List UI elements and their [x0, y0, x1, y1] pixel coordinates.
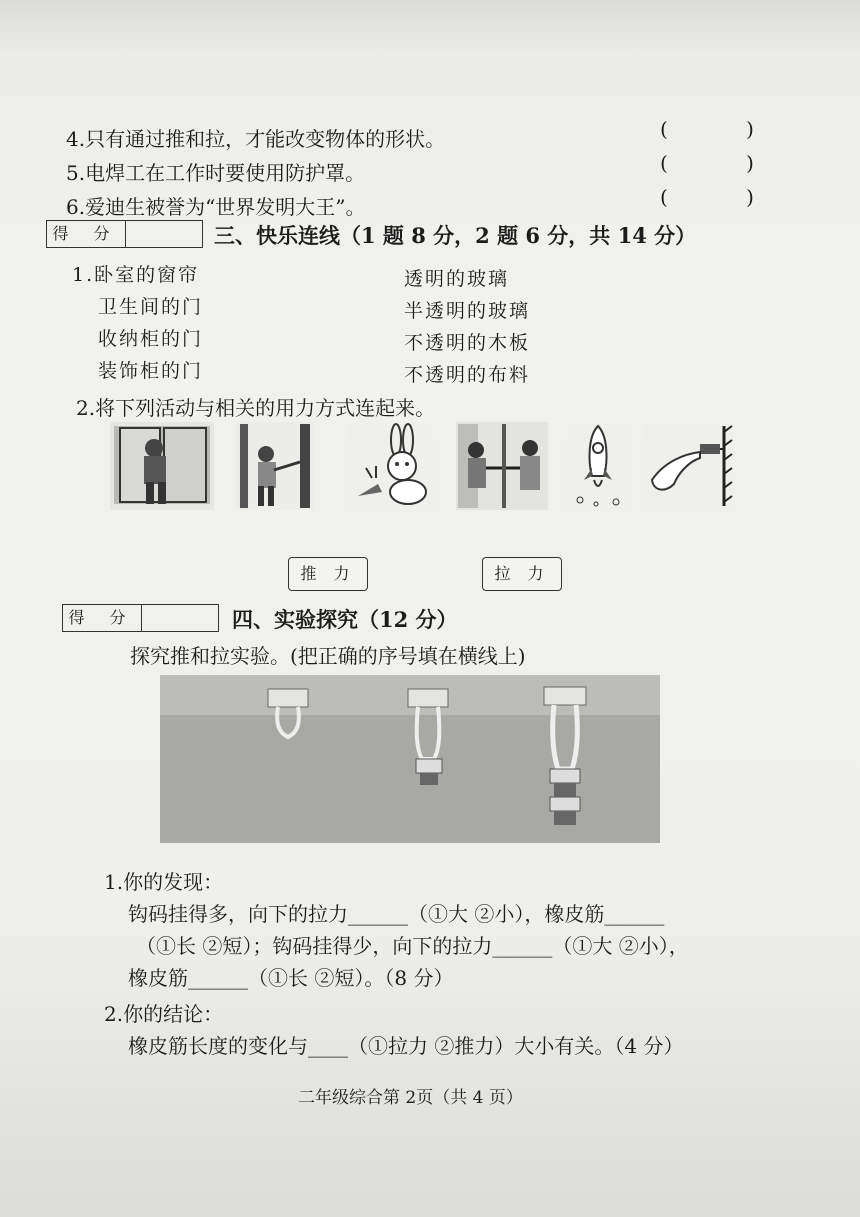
judgment-answer-paren-4: ( ) — [660, 117, 790, 141]
experiment-photo-rubber-band — [160, 675, 660, 843]
conclusion-label: 2.你的结论： — [104, 1002, 224, 1026]
score-blank[interactable] — [142, 605, 218, 631]
match-right-1[interactable]: 透明的玻璃 — [404, 268, 510, 290]
match-left-4[interactable]: 装饰柜的门 — [98, 360, 204, 382]
judgment-item-5: 5.电焊工在工作时要使用防护罩。 — [66, 161, 366, 185]
match-left-2[interactable]: 卫生间的门 — [98, 296, 204, 318]
activity-pic-rocket[interactable] — [566, 422, 630, 510]
score-blank[interactable] — [126, 221, 202, 247]
finding-line-3[interactable]: 橡皮筋______（①长 ②短）。（8 分） — [128, 966, 454, 990]
match-left-1[interactable]: 1.卧室的窗帘 — [72, 264, 200, 286]
match-right-2[interactable]: 半透明的玻璃 — [404, 300, 531, 322]
judgment-answer-paren-6: ( ) — [660, 185, 790, 209]
judgment-item-4: 4.只有通过推和拉，才能改变物体的形状。 — [66, 127, 446, 151]
experiment-intro: 探究推和拉实验。(把正确的序号填在横线上) — [130, 644, 526, 668]
conclusion-line[interactable]: 橡皮筋长度的变化与____（①拉力 ②推力）大小有关。（4 分） — [128, 1034, 684, 1058]
judgment-item-6: 6.爱迪生被誉为“世界发明大王”。 — [66, 195, 366, 219]
page-footer: 二年级综合第 2页（共 4 页） — [298, 1088, 523, 1108]
score-box-section4 — [62, 604, 219, 632]
score-label: 得 分 — [47, 221, 126, 247]
force-pull-box[interactable]: 拉 力 — [482, 557, 562, 591]
judgment-answer-paren-5: ( ) — [660, 151, 790, 175]
activity-pic-push-pin[interactable] — [644, 422, 734, 510]
match-right-3[interactable]: 不透明的木板 — [404, 332, 531, 354]
section3-title: 三、快乐连线（1 题 8 分，2 题 6 分，共 14 分） — [214, 223, 697, 248]
activity-pic-pull-curtain[interactable] — [236, 422, 314, 510]
match-question-2: 2.将下列活动与相关的用力方式连起来。 — [76, 396, 436, 420]
finding-label: 1.你的发现： — [104, 870, 224, 894]
activity-pic-rabbit-pull-carrot[interactable] — [348, 422, 434, 510]
finding-line-2[interactable]: （①长 ②短）；钩码挂得少，向下的拉力______（①大 ②小）， — [136, 934, 689, 958]
match-right-4[interactable]: 不透明的布料 — [404, 364, 531, 386]
score-label: 得 分 — [63, 605, 142, 631]
finding-line-1[interactable]: 钩码挂得多，向下的拉力______（①大 ②小），橡皮筋______ — [128, 902, 665, 926]
activity-pic-tug-of-war[interactable] — [456, 422, 548, 510]
score-box-section3 — [46, 220, 203, 248]
match-left-3[interactable]: 收纳柜的门 — [98, 328, 204, 350]
activity-pic-push-window[interactable] — [110, 422, 214, 510]
force-push-box[interactable]: 推 力 — [288, 557, 368, 591]
section4-title: 四、实验探究（12 分） — [232, 607, 458, 632]
